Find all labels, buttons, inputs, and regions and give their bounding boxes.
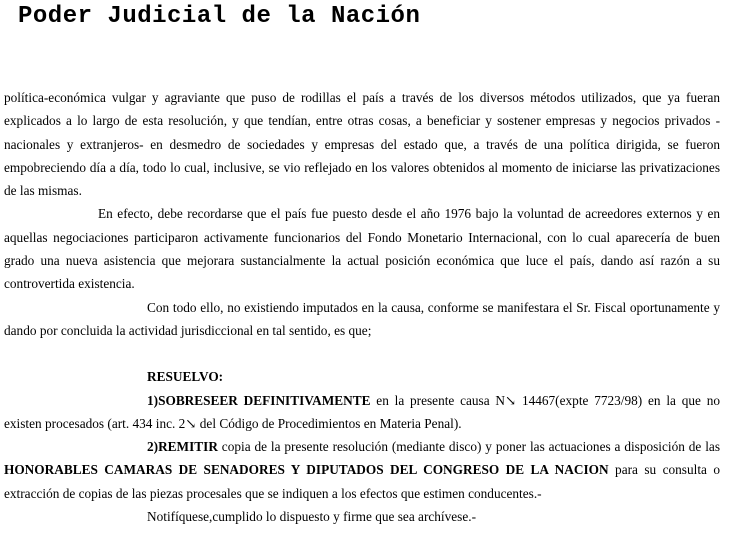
resolution-item-2-heading: 2)REMITIR — [147, 439, 218, 455]
resolution-item-2-recipient: HONORABLES CAMARAS DE SENADORES Y DIPUTADOS DEL CONGRESO DE LA NACION — [4, 462, 609, 478]
closing-line: Notifíquese,cumplido lo dispuesto y firme que sea archívese.- — [147, 509, 477, 525]
resolution-item-1-heading: 1)SOBRESEER DEFINITIVAMENTE — [147, 392, 371, 408]
resolution-item-2-text-end: para su consulta o extracción de copias de las piezas procesales que se indiquen a los efectos que estimen conducentes.- — [4, 462, 721, 501]
paragraph-3: Con todo ello, no existiendo imputados en la causa, conforme se manifestara el Sr. Fiscal oportunamente y dando por concluida la actividad jurisdiccional en tal sentido, es que; — [4, 299, 720, 338]
resolution-label: RESUELVO: — [147, 369, 224, 385]
document-body — [4, 86, 720, 528]
spacer — [4, 342, 720, 365]
resolution-item-1 — [4, 389, 720, 436]
paragraph-2: En efecto, debe recordarse que el país fue puesto desde el año 1976 bajo la voluntad de acreedores externos y en aquellas negociaciones participaron activamente funcionarios del Fondo Monetario Internacional, con lo cual aparecería de buen grado una nueva asistencia que mejorara sustancialmente la actual posición económica que luce el país, dando así razón a su controvertida existencia. — [4, 206, 720, 292]
page-header-title: Poder Judicial de la Nación — [18, 3, 421, 30]
resolution-item-2-text: copia de la presente resolución (mediante disco) y poner las actuaciones a disposición de las — [217, 439, 720, 455]
resolution-item-2 — [4, 435, 720, 505]
resolution-item-1-text: en la presente causa N↘ 14467(expte 7723/98) en la que no existen procesados (art. 434 inc. 2↘ del Código de Procedimientos en Materia Penal). — [4, 392, 720, 431]
paragraph-1: política-económica vulgar y agraviante que puso de rodillas el país a través de los diversos métodos utilizados, que ya fueran explicados a lo largo de esta resolución, y que tendían, entre otras cosas, a beneficiar y sostener empresas y negocios privados -nacionales y extranjeros- en desmedro de sociedades y empresas del estado que, a través de una política dirigida, se fueron empobreciendo día a día, todo lo cual, inclusive, se vio reflejado en los valores obtenidos al momento de iniciarse las privatizaciones de las mismas. — [4, 90, 720, 199]
